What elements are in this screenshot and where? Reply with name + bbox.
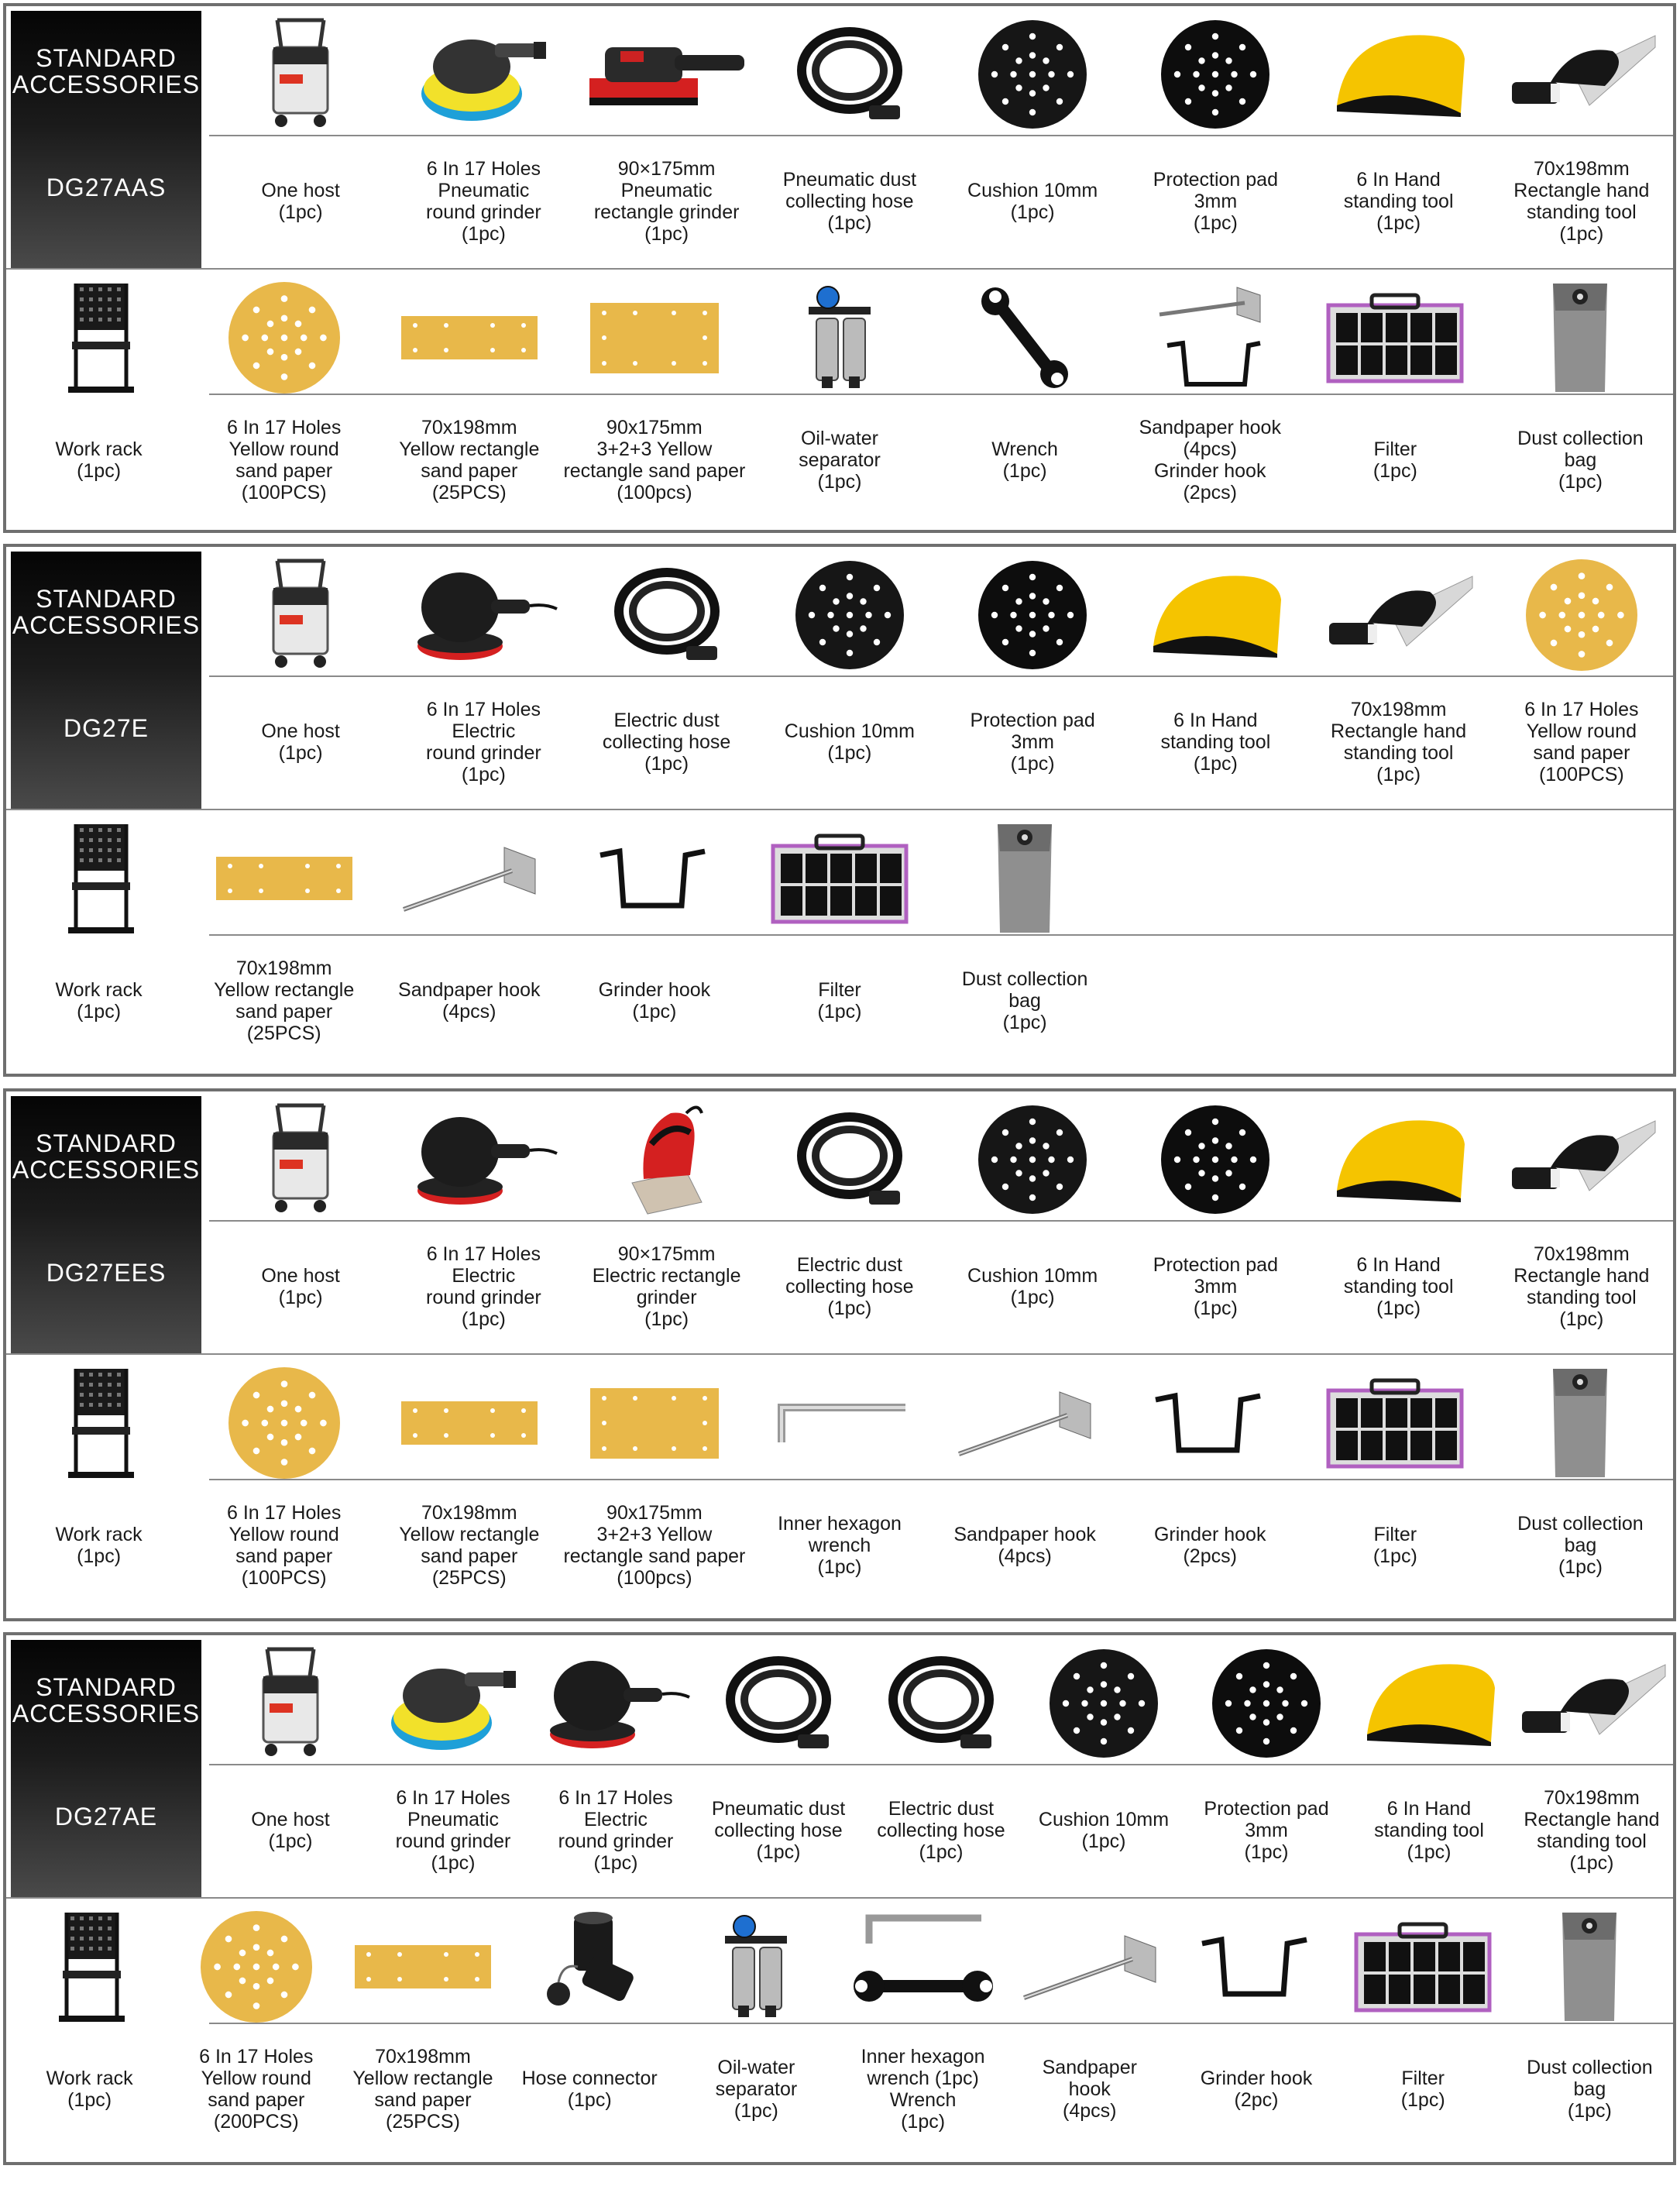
accessory-item [1488, 1091, 1673, 1618]
accessory-caption: 70x198mm Yellow rectangle sand paper (25PCS) [352, 2046, 493, 2133]
accessory-caption: Electric dust collecting hose (1pc) [602, 710, 731, 775]
accessory-item [747, 547, 932, 1074]
hose-connector-icon [531, 1909, 648, 2025]
accessory-caption: Cushion 10mm (1pc) [967, 1265, 1098, 1308]
standard-accessories-heading: STANDARD ACCESSORIES [12, 44, 201, 98]
accessory-caption: One host (1pc) [261, 720, 340, 764]
accessory-item [1488, 6, 1673, 530]
accessory-item [376, 547, 562, 1074]
accessory-item [1307, 547, 1490, 1074]
accessory-caption: Filter (1pc) [1373, 438, 1417, 482]
accessory-caption: 90x175mm 3+2+3 Yellow rectangle sand paper (100pcs) [563, 417, 746, 504]
accessory-caption: 70x198mm Rectangle hand standing tool (1pc) [1524, 1787, 1660, 1874]
accessory-caption: 70x198mm Yellow rectangle sand paper (25PCS) [399, 417, 540, 504]
accessory-caption: Dust collection bag (1pc) [1517, 1513, 1644, 1578]
accessory-caption: Grinder hook (2pc) [1200, 2068, 1313, 2111]
standard-accessories-heading: STANDARD ACCESSORIES [12, 1673, 201, 1727]
accessory-caption: Sandpaper hook (4pcs) [953, 1524, 1096, 1567]
accessory-caption: Sandpaper hook (4pcs) [1042, 2057, 1137, 2122]
accessory-caption: Electric dust collecting hose (1pc) [785, 1254, 914, 1319]
accessory-item [6, 1091, 191, 1618]
accessory-caption: Protection pad 3mm (1pc) [1153, 1254, 1278, 1319]
accessory-caption: 90×175mm Pneumatic rectangle grinder (1pc) [593, 158, 740, 245]
accessory-caption: Electric dust collecting hose (1pc) [877, 1798, 1005, 1863]
accessory-caption: One host (1pc) [261, 1265, 340, 1308]
accessory-caption: Inner hexagon wrench (1pc) Wrench (1pc) [861, 2046, 985, 2133]
accessory-caption: 6 In Hand standing tool (1pc) [1343, 1254, 1454, 1319]
accessory-caption: 70x198mm Rectangle hand standing tool (1pc) [1513, 1243, 1650, 1330]
sandpaper-hook-icon [951, 1384, 1098, 1462]
accessory-caption: 70x198mm Yellow rectangle sand paper (25PCS) [214, 957, 355, 1044]
accessory-item [673, 1635, 840, 2162]
accessory-caption: 6 In 17 Holes Electric round grinder (1pc) [558, 1787, 674, 1874]
filter-icon [1325, 291, 1465, 384]
accessory-item [1124, 547, 1307, 1074]
rectangle-sandpaper-wide-icon [589, 1387, 720, 1460]
filter-icon [1325, 1377, 1465, 1469]
accessory-caption: Protection pad 3mm (1pc) [1153, 169, 1278, 234]
accessory-caption: Protection pad 3mm (1pc) [970, 710, 1095, 775]
accessory-item [339, 1635, 506, 2162]
accessory-caption: 6 In 17 Holes Yellow round sand paper (100PCS) [227, 1502, 342, 1589]
accessory-block-dg27e [3, 544, 1676, 1077]
sandpaper-grinder-hook-icon [1152, 280, 1268, 396]
accessory-item [562, 1091, 747, 1618]
accessory-item [6, 547, 191, 1074]
accessory-item [191, 6, 376, 530]
accessory-item [191, 547, 376, 1074]
accessory-caption: Sandpaper hook (4pcs) Grinder hook (2pcs) [1139, 417, 1281, 504]
round-sandpaper-icon [1524, 557, 1640, 673]
model-number: DG27AE [54, 1803, 158, 1830]
accessory-item [173, 1635, 339, 2162]
accessory-item [1340, 1635, 1507, 2162]
accessory-item [933, 1091, 1118, 1618]
round-sandpaper-icon [198, 1909, 314, 2025]
accessory-item [6, 6, 191, 530]
accessory-caption: Protection pad 3mm (1pc) [1204, 1798, 1329, 1863]
accessory-caption: Filter (1pc) [817, 979, 862, 1023]
accessory-caption: Pneumatic dust collecting hose (1pc) [782, 169, 917, 234]
accessory-caption: Filter (1pc) [1373, 1524, 1417, 1567]
accessory-caption: 70x198mm Rectangle hand standing tool (1pc) [1331, 699, 1467, 785]
accessory-caption: 6 In 17 Holes Yellow round sand paper (100PCS) [227, 417, 342, 504]
rectangle-sandpaper-narrow-icon [400, 1400, 539, 1446]
sandpaper-hook-icon [396, 840, 543, 917]
accessory-caption: 70x198mm Yellow rectangle sand paper (25PCS) [399, 1502, 540, 1589]
accessory-caption: 6 In Hand standing tool (1pc) [1374, 1798, 1484, 1863]
accessory-item [376, 1091, 562, 1618]
model-number: DG27EES [46, 1259, 167, 1287]
accessory-item [6, 1635, 173, 2162]
dust-bag-icon [1558, 1909, 1620, 2025]
accessory-caption: 6 In 17 Holes Pneumatic round grinder (1pc) [426, 158, 541, 245]
accessory-caption: Work rack (1pc) [55, 438, 143, 482]
accessory-item [1118, 6, 1303, 530]
accessory-caption: Sandpaper hook (4pcs) [398, 979, 541, 1023]
filter-icon [1353, 1920, 1493, 2013]
accessory-item [507, 1635, 673, 2162]
model-number: DG27AAS [46, 174, 167, 201]
filter-icon [770, 832, 909, 925]
accessory-caption: Grinder hook (2pcs) [1153, 1524, 1266, 1567]
accessory-item [1490, 547, 1673, 1074]
work-rack-icon [64, 280, 134, 396]
accessory-item [1006, 1635, 1173, 2162]
accessory-caption: 90x175mm 3+2+3 Yellow rectangle sand paper (100pcs) [563, 1502, 746, 1589]
accessory-caption: Dust collection bag (1pc) [1527, 2057, 1653, 2122]
round-sandpaper-icon [226, 1365, 342, 1481]
rectangle-sandpaper-narrow-icon [353, 1944, 493, 1990]
accessory-caption: Work rack (1pc) [55, 979, 143, 1023]
accessory-caption: Dust collection bag (1pc) [961, 968, 1088, 1033]
accessory-caption: 70x198mm Rectangle hand standing tool (1pc) [1513, 158, 1650, 245]
work-rack-icon [64, 1365, 134, 1481]
accessory-item [191, 1091, 376, 1618]
accessory-block-dg27ae [3, 1632, 1676, 2165]
accessory-caption: 6 In 17 Holes Electric round grinder (1pc) [426, 1243, 541, 1330]
accessory-caption: Work rack (1pc) [55, 1524, 143, 1567]
accessory-caption: 6 In 17 Holes Electric round grinder (1pc) [426, 699, 541, 785]
round-hand-tool-icon [1146, 569, 1285, 662]
hex-wrench-icon [770, 1396, 909, 1450]
accessory-item [1303, 6, 1488, 530]
accessory-caption: Wrench (1pc) [991, 438, 1058, 482]
accessory-item [933, 6, 1118, 530]
accessory-item [562, 6, 747, 530]
hex-wrench-and-wrench-icon [850, 1909, 997, 2025]
wrench-icon [978, 287, 1071, 388]
accessory-item [747, 6, 932, 530]
accessory-caption: Pneumatic dust collecting hose (1pc) [711, 1798, 846, 1863]
accessory-caption: Cushion 10mm (1pc) [784, 720, 915, 764]
oil-water-separator-icon [721, 1913, 791, 2021]
work-rack-icon [55, 1909, 125, 2025]
rectangle-sandpaper-narrow-icon [215, 855, 354, 902]
grinder-hook-icon [596, 844, 713, 913]
accessory-caption: 6 In Hand standing tool (1pc) [1343, 169, 1454, 234]
dust-bag-icon [1549, 280, 1611, 396]
accessory-caption: Work rack (1pc) [46, 2068, 133, 2111]
grinder-hook-icon [1152, 1388, 1268, 1458]
dust-bag-icon [994, 820, 1056, 937]
sandpaper-hook-icon [1016, 1928, 1163, 2006]
rectangle-hand-tool-icon [1321, 569, 1476, 662]
accessory-block-dg27ees [3, 1088, 1676, 1621]
accessory-item [1303, 1091, 1488, 1618]
accessory-item [840, 1635, 1006, 2162]
accessory-item [1507, 1635, 1673, 2162]
accessory-item [933, 547, 1118, 1074]
accessory-item [376, 6, 562, 530]
accessory-item [1173, 1635, 1339, 2162]
grinder-hook-icon [1198, 1932, 1314, 2002]
accessory-item [562, 547, 747, 1074]
oil-water-separator-icon [805, 284, 874, 392]
work-rack-icon [64, 820, 134, 937]
standard-accessories-heading: STANDARD ACCESSORIES [12, 1129, 201, 1184]
accessory-caption: Grinder hook (1pc) [598, 979, 711, 1023]
accessory-caption: 90×175mm Electric rectangle grinder (1pc) [592, 1243, 741, 1330]
round-sandpaper-icon [226, 280, 342, 396]
rectangle-sandpaper-narrow-icon [400, 315, 539, 361]
accessory-caption: Cushion 10mm (1pc) [967, 180, 1098, 223]
rectangle-sandpaper-wide-icon [589, 301, 720, 375]
accessory-caption: Inner hexagon wrench (1pc) [778, 1513, 902, 1578]
accessory-item [747, 1091, 932, 1618]
standard-accessories-heading: STANDARD ACCESSORIES [12, 585, 201, 639]
accessory-caption: 6 In 17 Holes Pneumatic round grinder (1pc) [395, 1787, 511, 1874]
accessory-caption: 6 In Hand standing tool (1pc) [1160, 710, 1271, 775]
accessory-caption: Filter (1pc) [1400, 2068, 1445, 2111]
accessory-caption: Oil-water separator (1pc) [715, 2057, 798, 2122]
accessory-caption: One host (1pc) [261, 180, 340, 223]
accessory-caption: 6 In 17 Holes Yellow round sand paper (100PCS) [1524, 699, 1639, 785]
accessory-caption: Hose connector (1pc) [521, 2068, 658, 2111]
accessory-block-dg27aas [3, 3, 1676, 533]
accessory-caption: Dust collection bag (1pc) [1517, 428, 1644, 493]
model-number: DG27E [64, 714, 149, 742]
accessory-caption: 6 In 17 Holes Yellow round sand paper (200PCS) [199, 2046, 314, 2133]
accessory-item [1118, 1091, 1303, 1618]
dust-bag-icon [1549, 1365, 1611, 1481]
accessory-caption: One host (1pc) [251, 1809, 330, 1852]
accessory-caption: Cushion 10mm (1pc) [1038, 1809, 1170, 1852]
accessory-caption: Oil-water separator (1pc) [799, 428, 881, 493]
